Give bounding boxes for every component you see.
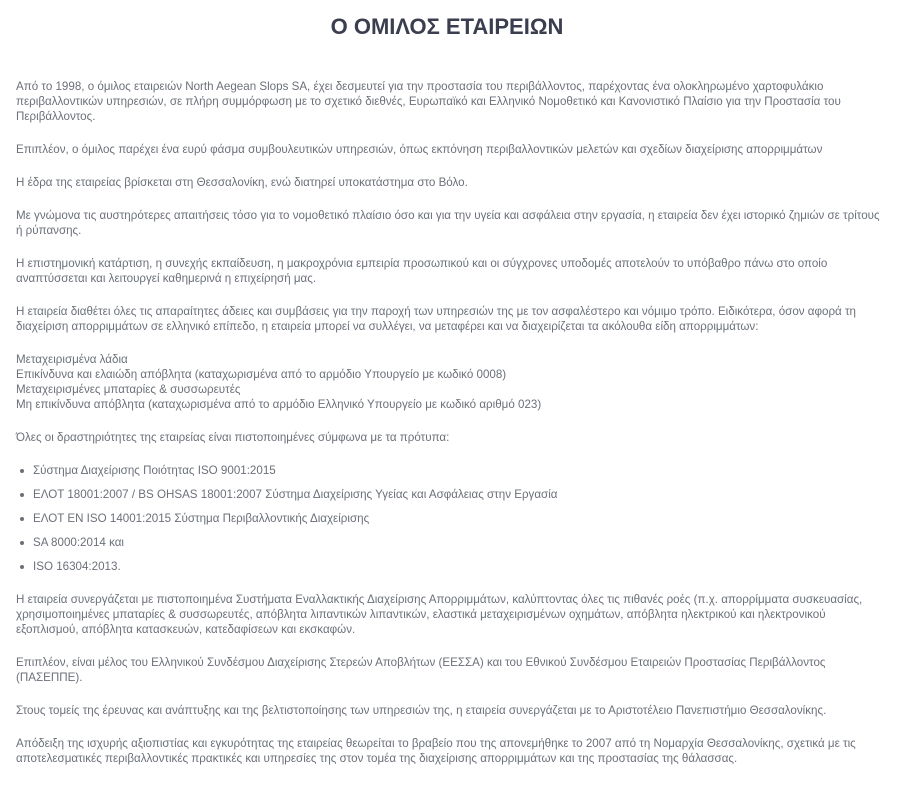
paragraph-expertise: Η επιστημονική κατάρτιση, η συνεχής εκπαίδευση, η μακροχρόνια εμπειρία προσωπικού και οι σύγχρονες υποδομές αποτελούν το υπόβαθρο πάνω στο οποίο αναπτύσσεται και λειτουργεί καθημερινά η επιχείρησή μας. — [16, 257, 828, 285]
certification-item: ISO 16304:2013. — [33, 559, 884, 574]
waste-type-item: Μεταχειρισμένα λάδια — [16, 353, 128, 366]
certification-intro: Όλες οι δραστηριότητες της εταιρείας είναι πιστοποιημένες σύμφωνα με τα πρότυπα: — [16, 431, 450, 444]
certification-item: ΕΛΟΤ EN ISO 14001:2015 Σύστημα Περιβαλλοντικής Διαχείρισης — [33, 511, 884, 526]
certification-item: ΕΛΟΤ 18001:2007 / BS OHSAS 18001:2007 Σύστημα Διαχείρισης Υγείας και Ασφάλειας στην Εργασία — [33, 487, 884, 502]
waste-type-item: Μη επικίνδυνα απόβλητα (καταχωρισμένα από το αρμόδιο Ελληνικό Υπουργείο με κωδικό αριθμό 023) — [16, 398, 542, 411]
waste-type-item: Μεταχειρισμένες μπαταρίες & συσσωρευτές — [16, 383, 241, 396]
certification-item: Σύστημα Διαχείρισης Ποιότητας ISO 9001:2015 — [33, 463, 884, 478]
waste-types-list — [16, 352, 884, 412]
paragraph-headquarters: Η έδρα της εταιρείας βρίσκεται στη Θεσσαλονίκη, ενώ διατηρεί υποκατάστημα στο Βόλο. — [16, 176, 468, 189]
paragraph-safety: Με γνώμονα τις αυστηρότερες απαιτήσεις τόσο για το νομοθετικό πλαίσιο όσο και για την υγεία και ασφάλεια στην εργασία, η εταιρεία δεν έχει ιστορικό ζημιών σε τρίτους ή ρύπανσης. — [16, 209, 880, 237]
article-content — [16, 79, 884, 784]
paragraph-licenses: Η εταιρεία διαθέτει όλες τις απαραίτητες άδειες και συμβάσεις για την παροχή των υπηρεσιών της με τον ασφαλέστερο και νόμιμο τρόπο. Ειδικότερα, όσον αφορά τη διαχείριση απορριμμάτων σε ελληνικό επίπεδο, η εταιρεία μπορεί να συλλέγει, να μεταφέρει και να διαχειρίζεται τα ακόλουθα είδη απορριμμάτων: — [16, 305, 857, 333]
paragraph-research: Στους τομείς της έρευνας και ανάπτυξης και της βελτιστοποίησης των υπηρεσιών της, η εταιρεία συνεργάζεται με το Αριστοτέλειο Πανεπιστήμιο Θεσσαλονίκης. — [16, 704, 827, 717]
paragraph-award: Απόδειξη της ισχυρής αξιοπιστίας και εγκυρότητας της εταιρείας θεωρείται το βραβείο που της απονεμήθηκε το 2007 από τη Νομαρχία Θεσσαλονίκης, σχετικά με τις αποτελεσματικές περιβαλλοντικές πρακτικές και υπηρεσίες της στον τομέα της διαχείρισης απορριμμάτων και της προστασίας της θάλασσας. — [16, 737, 856, 765]
paragraph-memberships: Επιπλέον, είναι μέλος του Ελληνικού Συνδέσμου Διαχείρισης Στερεών Αποβλήτων (ΕΕΣΣΑ) και του Εθνικού Συνδέσμου Εταιρειών Προστασίας Περιβάλλοντος (ΠΑΣΕΠΠΕ). — [16, 656, 826, 684]
paragraph-partnerships: Η εταιρεία συνεργάζεται με πιστοποιημένα Συστήματα Εναλλακτικής Διαχείρισης Απορριμμάτων, καλύπτοντας όλες τις πιθανές ροές (π.χ. απορρίμματα συσκευασίας, χρησιμοποιημένες μπαταρίες & συσσωρευτές, απόβλητα λιπαντικών λιπαντικών, ελαστικά μεταχειρισμένων οχημάτων, απόβλητα ηλεκτρικού και ηλεκτρονικού εξοπλισμού, απόβλητα κατασκευών, κατεδαφίσεων και εκσκαφών. — [16, 593, 863, 636]
waste-type-item: Επικίνδυνα και ελαιώδη απόβλητα (καταχωρισμένα από το αρμόδιο Υπουργείο με κωδικό 0008) — [16, 368, 507, 381]
page-title: Ο ΟΜΙΛΟΣ ΕΤΑΙΡΕΙΩΝ — [330, 14, 564, 39]
paragraph-consulting: Επιπλέον, ο όμιλος παρέχει ένα ευρύ φάσμα συμβουλευτικών υπηρεσιών, όπως εκπόνηση περιβαλλοντικών μελετών και σχεδίων διαχείρισης απορριμμάτων — [16, 143, 823, 156]
certification-item: SA 8000:2014 και — [33, 535, 884, 550]
paragraph-intro-history: Από το 1998, ο όμιλος εταιρειών North Aegean Slops SA, έχει δεσμευτεί για την προστασία του περιβάλλοντος, παρέχοντας ένα ολοκληρωμένο χαρτοφυλάκιο περιβαλλοντικών υπηρεσιών, σε πλήρη συμμόρφωση με το σχετικό διεθνές, Ευρωπαϊκό και Ελληνικό Νομοθετικό και Κανονιστικό Πλαίσιο για την Προστασία του Περιβάλλοντος. — [16, 80, 841, 123]
certification-list — [16, 463, 884, 574]
